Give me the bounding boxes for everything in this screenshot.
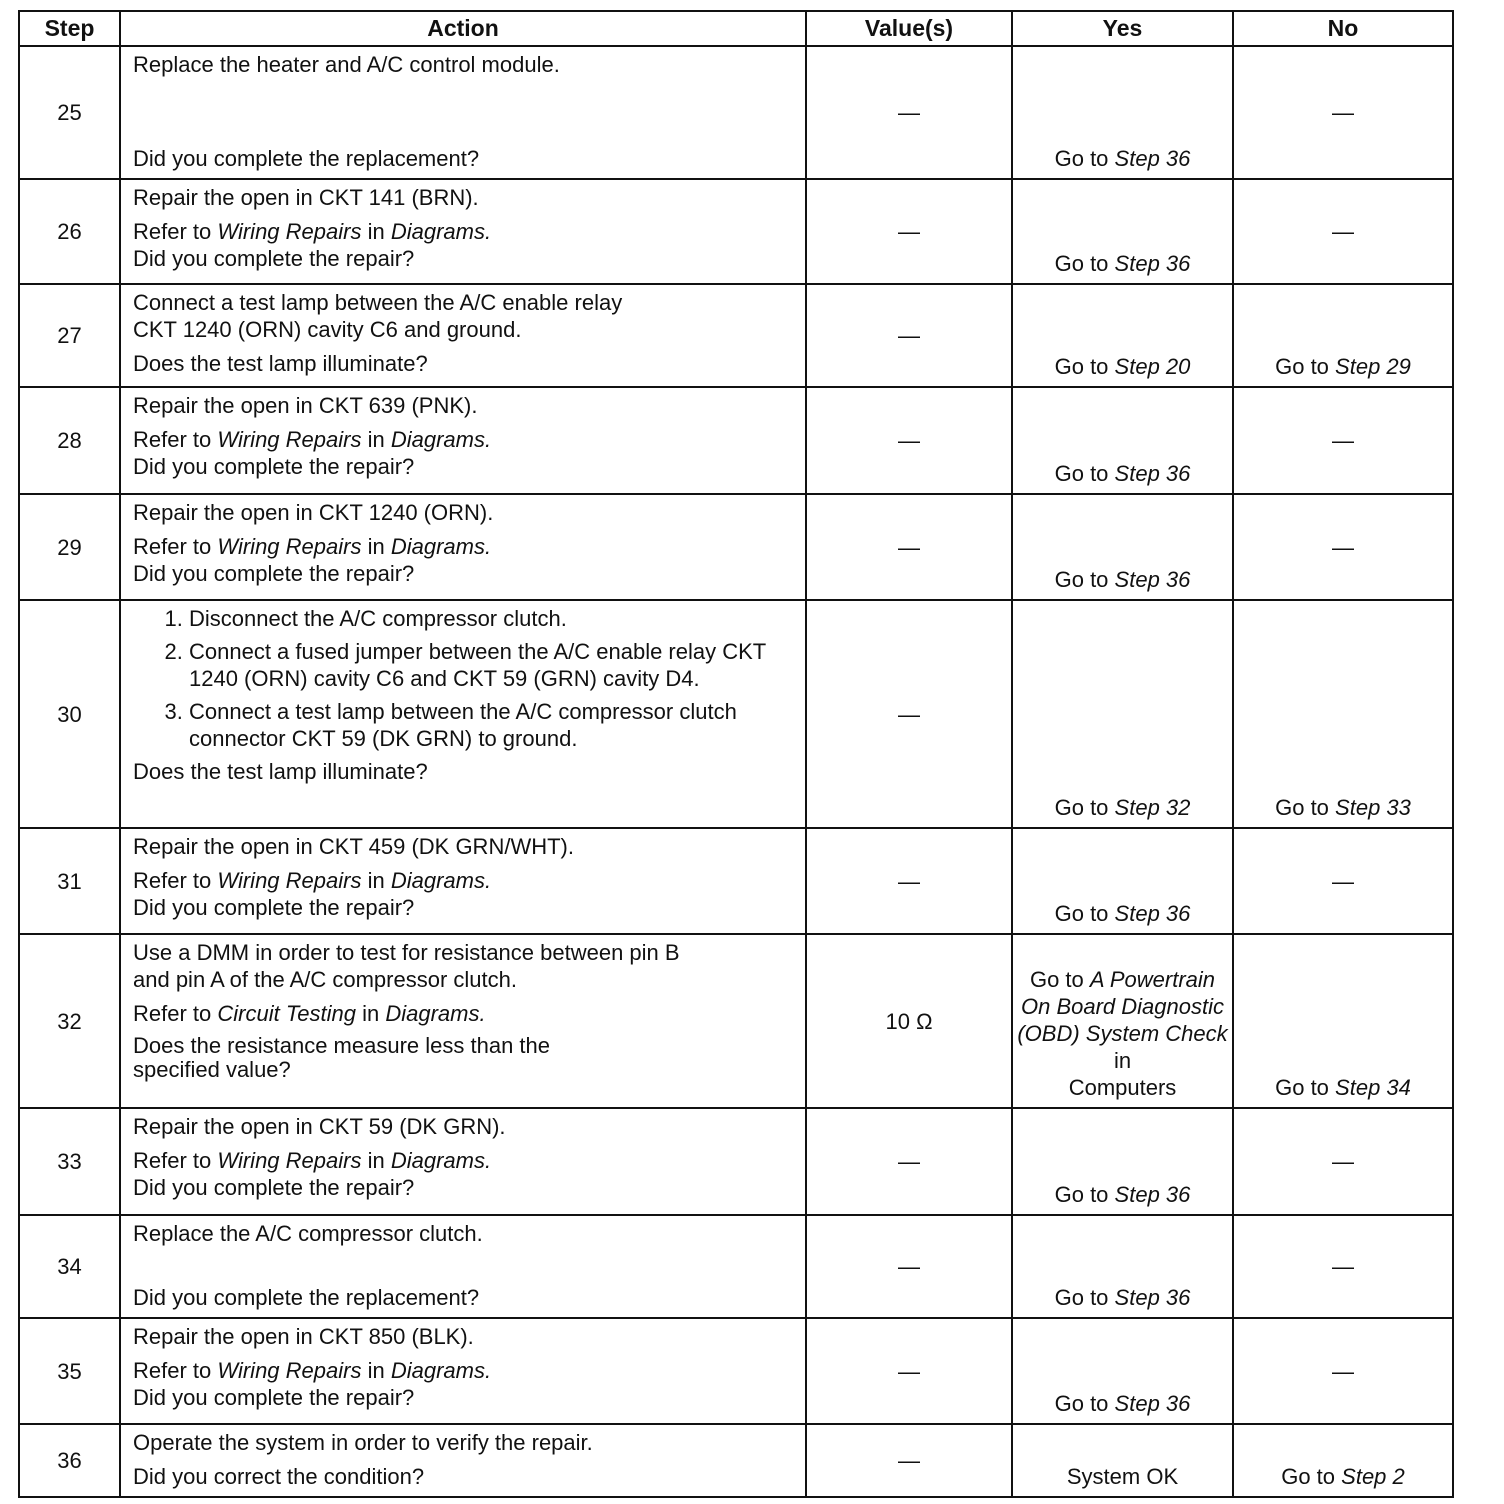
action-text-cont: CKT 1240 (ORN) cavity C6 and ground.	[133, 317, 522, 342]
step-number: 36	[19, 1424, 120, 1497]
yes-step-link[interactable]: Step 36	[1114, 146, 1191, 171]
yes-cell	[1012, 46, 1233, 179]
value-cell: —	[806, 494, 1012, 600]
action-cell	[120, 1424, 806, 1497]
no-step-link[interactable]: Step 34	[1335, 1075, 1411, 1100]
table-row	[19, 46, 1453, 179]
action-question: Did you complete the repair?	[133, 895, 415, 920]
no-cell: —	[1233, 1215, 1453, 1318]
go-to-text: Go to	[1054, 146, 1109, 171]
action-text: Repair the open in CKT 141 (BRN).	[133, 185, 479, 210]
step-number: 29	[19, 494, 120, 600]
diagrams-link[interactable]: Diagrams.	[390, 868, 492, 893]
no-cell: —	[1233, 179, 1453, 284]
yes-cell: Go to Step 32	[1012, 600, 1233, 828]
header-step: Step	[19, 11, 120, 46]
list-item: 3. Connect a test lamp between the A/C compressor clutch connector CKT 59 (DK GRN) to ground.	[189, 698, 795, 752]
value-cell: —	[806, 1424, 1012, 1497]
table-row	[19, 1424, 1453, 1497]
yes-step-link[interactable]: Step 36	[1114, 1285, 1191, 1310]
diagrams-link[interactable]: Diagrams.	[390, 1148, 492, 1173]
action-question: Did you complete the replacement?	[133, 1285, 480, 1310]
table-row	[19, 284, 1453, 387]
step-number: 26	[19, 179, 120, 284]
refer-line: Refer to Wiring Repairs in Diagrams.	[133, 868, 492, 893]
action-text-cont: and pin A of the A/C compressor clutch.	[133, 967, 517, 992]
obd-system-check-link[interactable]: A Powertrain On Board Diagnostic (OBD) System Check	[1017, 967, 1228, 1046]
table-row	[19, 1318, 1453, 1424]
wiring-repairs-link[interactable]: Wiring Repairs	[217, 868, 362, 893]
wiring-repairs-link[interactable]: Wiring Repairs	[217, 534, 362, 559]
no-cell: —	[1233, 1318, 1453, 1424]
yes-cell: Go to Step 36	[1012, 1215, 1233, 1318]
table-row	[19, 934, 1453, 1108]
refer-line: Refer to Circuit Testing in Diagrams.	[133, 1001, 486, 1026]
action-cell	[120, 1318, 806, 1424]
yes-step-link[interactable]: Step 36	[1114, 901, 1191, 926]
action-text: Repair the open in CKT 850 (BLK).	[133, 1324, 474, 1349]
yes-cell: Go to Step 36	[1012, 387, 1233, 494]
header-row	[19, 11, 1453, 46]
no-cell: —	[1233, 828, 1453, 934]
value-cell: —	[806, 1215, 1012, 1318]
diagrams-link[interactable]: Diagrams.	[390, 534, 492, 559]
yes-cell: Go to Step 36	[1012, 494, 1233, 600]
yes-step-link[interactable]: Step 36	[1114, 1391, 1191, 1416]
yes-step-link[interactable]: Step 36	[1114, 251, 1191, 276]
step-number: 33	[19, 1108, 120, 1215]
value-cell: —	[806, 387, 1012, 494]
action-cell	[120, 494, 806, 600]
header-yes: Yes	[1012, 11, 1233, 46]
no-cell: Go to Step 34	[1233, 934, 1453, 1108]
action-question: Does the test lamp illuminate?	[133, 351, 428, 376]
value-cell: —	[806, 600, 1012, 828]
action-question-cont: specified value?	[133, 1057, 291, 1082]
action-question: Did you complete the repair?	[133, 1385, 415, 1410]
list-item: 1. Disconnect the A/C compressor clutch.	[189, 605, 795, 632]
yes-cell: Go to Step 36	[1012, 828, 1233, 934]
yes-cell: Go to Step 36	[1012, 179, 1233, 284]
action-text: Repair the open in CKT 59 (DK GRN).	[133, 1114, 506, 1139]
action-cell	[120, 1108, 806, 1215]
value-cell: —	[806, 284, 1012, 387]
value-cell: —	[806, 179, 1012, 284]
yes-cell: System OK	[1012, 1424, 1233, 1497]
table-row	[19, 179, 1453, 284]
diagrams-link[interactable]: Diagrams.	[390, 219, 492, 244]
action-cell	[120, 387, 806, 494]
action-question: Did you complete the repair?	[133, 561, 415, 586]
diagrams-link[interactable]: Diagrams.	[385, 1001, 486, 1026]
yes-step-link[interactable]: Step 36	[1114, 567, 1191, 592]
circuit-testing-link[interactable]: Circuit Testing	[217, 1001, 356, 1026]
action-cell	[120, 284, 806, 387]
no-cell: —	[1233, 494, 1453, 600]
no-cell: —	[1233, 1108, 1453, 1215]
step-number: 34	[19, 1215, 120, 1318]
yes-step-link[interactable]: Step 32	[1114, 795, 1191, 820]
no-step-link[interactable]: Step 2	[1341, 1464, 1405, 1489]
action-text: Repair the open in CKT 639 (PNK).	[133, 393, 478, 418]
no-cell: Go to Step 2	[1233, 1424, 1453, 1497]
no-step-link[interactable]: Step 33	[1335, 795, 1411, 820]
header-action: Action	[120, 11, 806, 46]
action-question: Did you complete the repair?	[133, 1175, 415, 1200]
yes-step-link[interactable]: Step 20	[1114, 354, 1191, 379]
action-text: Repair the open in CKT 1240 (ORN).	[133, 500, 494, 525]
no-cell: —	[1233, 46, 1453, 179]
step-number: 25	[19, 46, 120, 179]
action-question: Does the resistance measure less than the	[133, 1033, 551, 1058]
table-row	[19, 1215, 1453, 1318]
list-item: 2. Connect a fused jumper between the A/C enable relay CKT 1240 (ORN) cavity C6 and CKT 59 (GRN) cavity D4.	[189, 638, 795, 692]
refer-line: Refer to Wiring Repairs in Diagrams.	[133, 219, 492, 244]
step-number: 35	[19, 1318, 120, 1424]
action-text: Connect a test lamp between the A/C enable relay	[133, 290, 623, 315]
step-number: 32	[19, 934, 120, 1108]
action-cell	[120, 600, 806, 828]
wiring-repairs-link[interactable]: Wiring Repairs	[217, 219, 362, 244]
action-text: Use a DMM in order to test for resistance between pin B	[133, 940, 680, 965]
action-question: Did you complete the replacement?	[133, 146, 480, 171]
yes-cell: Go to Step 36	[1012, 1318, 1233, 1424]
action-question: Did you complete the repair?	[133, 246, 415, 271]
diagnostic-table	[18, 10, 1454, 1498]
header-values: Value(s)	[806, 11, 1012, 46]
table-row	[19, 1108, 1453, 1215]
computers-text: Computers	[1068, 1075, 1177, 1100]
refer-line: Refer to Wiring Repairs in Diagrams.	[133, 1148, 492, 1173]
action-text: Repair the open in CKT 459 (DK GRN/WHT).	[133, 834, 574, 859]
step-number: 28	[19, 387, 120, 494]
action-text: Replace the A/C compressor clutch.	[133, 1221, 483, 1246]
no-cell: Go to Step 33	[1233, 600, 1453, 828]
action-text: Replace the heater and A/C control module.	[133, 52, 560, 77]
action-question: Did you correct the condition?	[133, 1464, 425, 1489]
wiring-repairs-link[interactable]: Wiring Repairs	[217, 427, 362, 452]
value-cell: —	[806, 46, 1012, 179]
value-cell: 10 Ω	[806, 934, 1012, 1108]
diagrams-link[interactable]: Diagrams.	[390, 1358, 492, 1383]
action-question: Does the test lamp illuminate?	[133, 759, 428, 784]
no-step-link[interactable]: Step 29	[1335, 354, 1411, 379]
refer-line: Refer to Wiring Repairs in Diagrams.	[133, 1358, 492, 1383]
table-row	[19, 387, 1453, 494]
step-number: 30	[19, 600, 120, 828]
value-cell: —	[806, 1108, 1012, 1215]
action-cell	[120, 1215, 806, 1318]
header-no: No	[1233, 11, 1453, 46]
action-question: Did you complete the repair?	[133, 454, 415, 479]
action-cell	[120, 934, 806, 1108]
table-row	[19, 600, 1453, 828]
wiring-repairs-link[interactable]: Wiring Repairs	[217, 1148, 362, 1173]
yes-step-link[interactable]: Step 36	[1114, 1182, 1191, 1207]
yes-cell: Go to Step 20	[1012, 284, 1233, 387]
procedure-list	[133, 605, 795, 752]
action-cell	[120, 179, 806, 284]
value-cell: —	[806, 828, 1012, 934]
yes-cell: Go to A Powertrain On Board Diagnostic (OBD) System Check in Computers	[1012, 934, 1233, 1108]
step-number: 27	[19, 284, 120, 387]
no-cell: Go to Step 29	[1233, 284, 1453, 387]
table-row	[19, 494, 1453, 600]
yes-step-link[interactable]: Step 36	[1114, 461, 1191, 486]
action-cell	[120, 828, 806, 934]
refer-line: Refer to Wiring Repairs in Diagrams.	[133, 427, 492, 452]
yes-cell: Go to Step 36	[1012, 1108, 1233, 1215]
step-number: 31	[19, 828, 120, 934]
table-row	[19, 828, 1453, 934]
refer-line: Refer to Wiring Repairs in Diagrams.	[133, 534, 492, 559]
wiring-repairs-link[interactable]: Wiring Repairs	[217, 1358, 362, 1383]
value-cell: —	[806, 1318, 1012, 1424]
action-text: Operate the system in order to verify the repair.	[133, 1430, 593, 1455]
no-cell: —	[1233, 387, 1453, 494]
action-cell	[120, 46, 806, 179]
diagrams-link[interactable]: Diagrams.	[390, 427, 492, 452]
